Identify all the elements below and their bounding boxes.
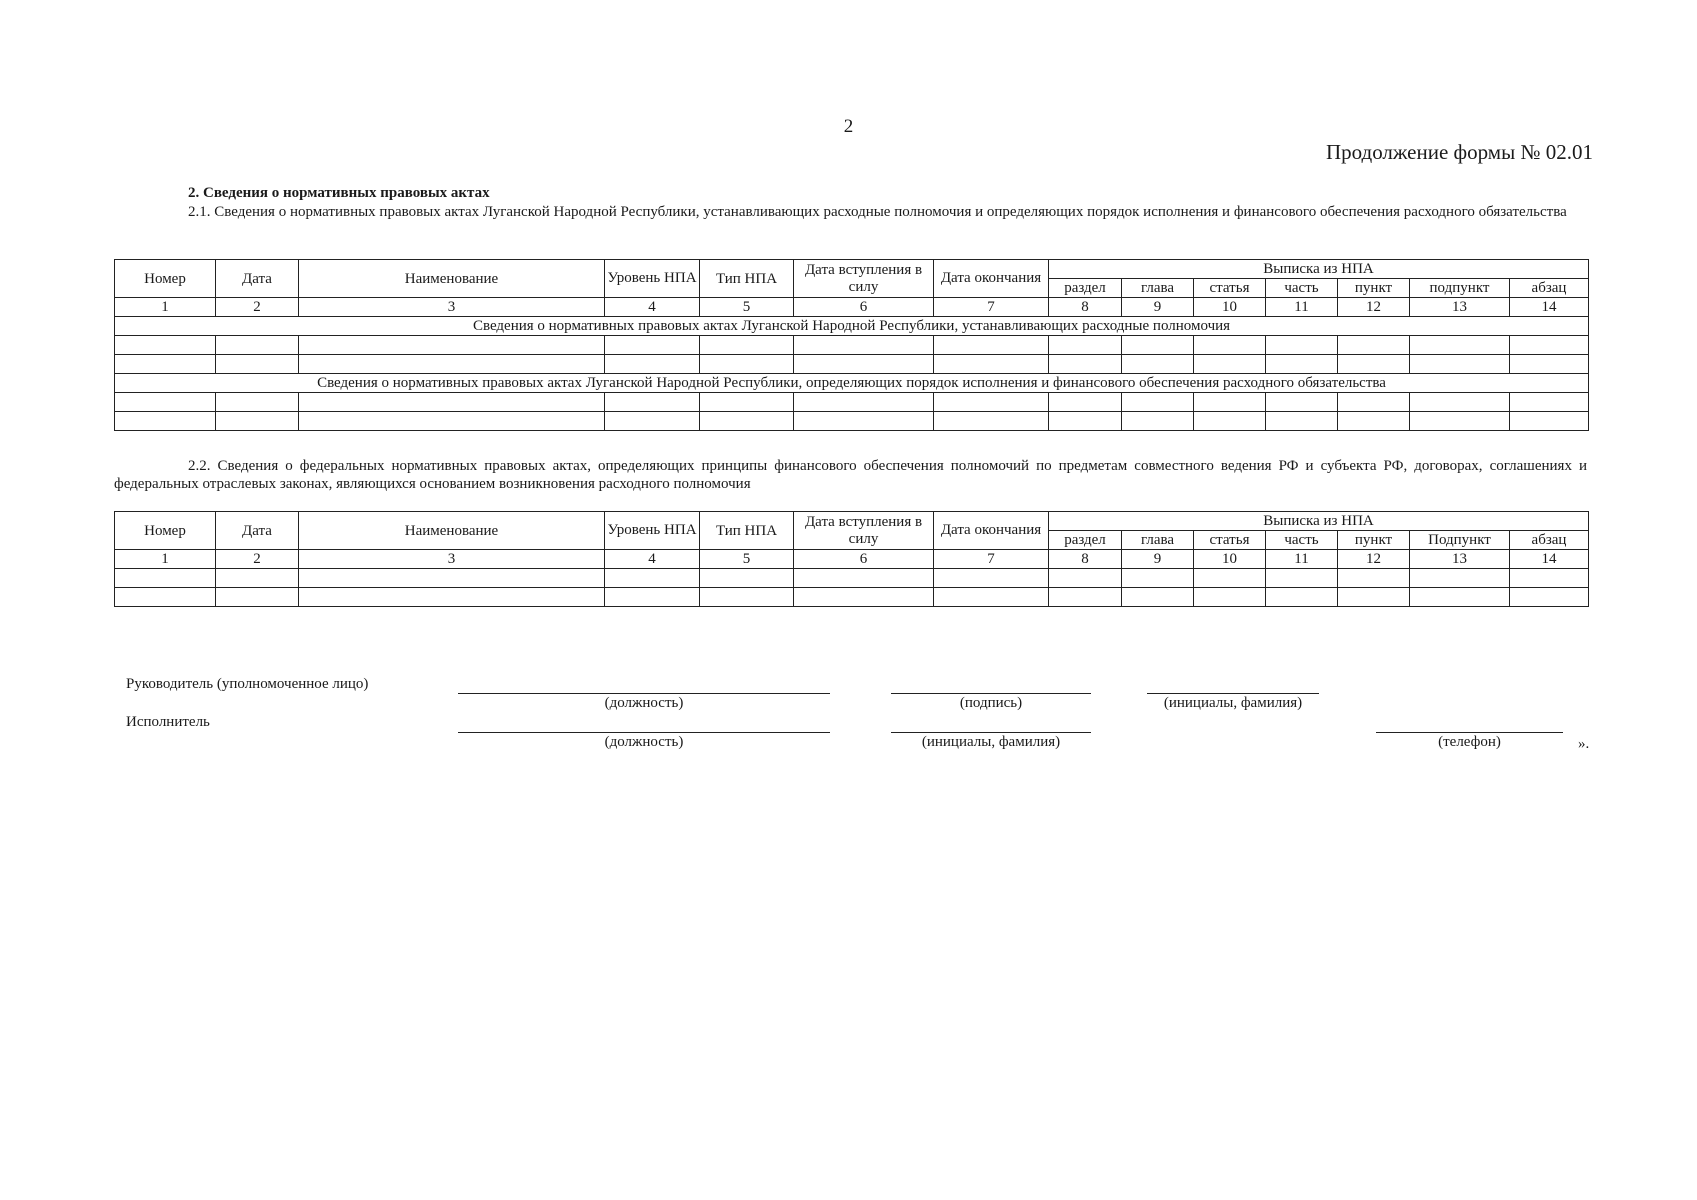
column-number: 12 [1338, 298, 1410, 317]
table-cell[interactable] [1510, 336, 1589, 355]
header-date: Дата [216, 512, 299, 550]
column-number-row [115, 550, 1589, 569]
table-cell[interactable] [115, 393, 216, 412]
table-cell[interactable] [1266, 355, 1338, 374]
table-cell[interactable] [1122, 336, 1194, 355]
table-cell[interactable] [216, 393, 299, 412]
column-number: 11 [1266, 298, 1338, 317]
table-cell[interactable] [1049, 412, 1122, 431]
column-number: 4 [605, 550, 700, 569]
column-number: 13 [1410, 298, 1510, 317]
page-number: 2 [843, 116, 854, 137]
table-cell[interactable] [700, 412, 794, 431]
subheader-cell: глава [1122, 279, 1194, 298]
table-cell[interactable] [1338, 336, 1410, 355]
table-cell[interactable] [794, 569, 934, 588]
header-name: Наименование [299, 260, 605, 298]
table-cell[interactable] [299, 569, 605, 588]
executor-position-caption: (должность) [604, 734, 684, 750]
table-cell[interactable] [1410, 393, 1510, 412]
column-number: 1 [115, 298, 216, 317]
head-initials-caption: (инициалы, фамилия) [1163, 695, 1303, 711]
header-number: Номер [115, 512, 216, 550]
column-number: 14 [1510, 550, 1589, 569]
table-cell[interactable] [1122, 393, 1194, 412]
header-end-date: Дата окончания [934, 260, 1049, 298]
table-cell[interactable] [605, 569, 700, 588]
subheader-cell: раздел [1049, 279, 1122, 298]
table-cell[interactable] [216, 336, 299, 355]
column-number: 7 [934, 298, 1049, 317]
header-effective-date: Дата вступления в силу [794, 260, 934, 298]
table-row [115, 569, 1589, 588]
column-number: 5 [700, 550, 794, 569]
table-cell[interactable] [299, 393, 605, 412]
table-cell[interactable] [605, 588, 700, 607]
table-cell[interactable] [605, 412, 700, 431]
table-cell[interactable] [1122, 588, 1194, 607]
subheader-cell: часть [1266, 279, 1338, 298]
executor-position-line[interactable] [458, 732, 830, 733]
table-cell[interactable] [934, 393, 1049, 412]
section-2-1-text: 2.1. Сведения о нормативных правовых актах Луганской Народной Республики, устанавливающих расходные полномочия и определяющих порядок исполнения и финансового обеспечения расходного обязательства [188, 204, 1567, 220]
table-cell[interactable] [934, 412, 1049, 431]
table-federal-acts [114, 511, 1589, 607]
table-cell[interactable] [1194, 588, 1266, 607]
column-number: 8 [1049, 550, 1122, 569]
table-cell[interactable] [934, 569, 1049, 588]
table-cell[interactable] [1266, 336, 1338, 355]
subheader-cell: пункт [1338, 279, 1410, 298]
head-position-caption: (должность) [604, 695, 684, 711]
column-number: 2 [216, 550, 299, 569]
header-name: Наименование [299, 512, 605, 550]
table-cell[interactable] [216, 412, 299, 431]
table-cell[interactable] [1266, 588, 1338, 607]
table-cell[interactable] [1049, 336, 1122, 355]
table-cell[interactable] [700, 588, 794, 607]
header-level: Уровень НПА [605, 512, 700, 550]
column-number: 10 [1194, 298, 1266, 317]
section-2-2-text: 2.2. Сведения о федеральных нормативных правовых актах, определяющих принципы финансового обеспечения полномочий по предметам совместного ведения РФ и субъекта РФ, договорах, соглашениях и федеральных отраслевых законах, являющихся основанием возникновения расходного полномочия [114, 458, 1587, 492]
table-header-row [115, 512, 1589, 531]
header-effective-date: Дата вступления в силу [794, 512, 934, 550]
group-title-row [115, 374, 1589, 393]
subheader-cell: часть [1266, 531, 1338, 550]
table-cell[interactable] [1510, 412, 1589, 431]
table-cell[interactable] [1194, 569, 1266, 588]
header-type: Тип НПА [700, 512, 794, 550]
table-cell[interactable] [115, 588, 216, 607]
table-cell[interactable] [605, 336, 700, 355]
subheader-cell: абзац [1510, 531, 1589, 550]
closing-quote-mark: ». [1578, 736, 1590, 752]
table-cell[interactable] [700, 355, 794, 374]
table-cell[interactable] [700, 569, 794, 588]
table-cell[interactable] [794, 588, 934, 607]
table-cell[interactable] [299, 412, 605, 431]
table-cell[interactable] [1049, 588, 1122, 607]
column-number: 9 [1122, 298, 1194, 317]
table-row [115, 412, 1589, 431]
table-cell[interactable] [1410, 588, 1510, 607]
table-cell[interactable] [1194, 336, 1266, 355]
column-number: 6 [794, 550, 934, 569]
table-cell[interactable] [1338, 393, 1410, 412]
table-cell[interactable] [1266, 569, 1338, 588]
table-cell[interactable] [794, 412, 934, 431]
subheader-cell: абзац [1510, 279, 1589, 298]
table-cell[interactable] [934, 336, 1049, 355]
table-cell[interactable] [700, 336, 794, 355]
subheader-cell: статья [1194, 279, 1266, 298]
table-cell[interactable] [1049, 393, 1122, 412]
table-cell[interactable] [934, 588, 1049, 607]
column-number: 10 [1194, 550, 1266, 569]
table-cell[interactable] [299, 588, 605, 607]
table-cell[interactable] [115, 412, 216, 431]
table-cell[interactable] [115, 336, 216, 355]
table-cell[interactable] [1266, 393, 1338, 412]
table-cell[interactable] [115, 355, 216, 374]
column-number: 9 [1122, 550, 1194, 569]
head-signature-caption: (подпись) [959, 695, 1023, 711]
table-cell[interactable] [1410, 355, 1510, 374]
head-initials-line[interactable] [1147, 693, 1319, 694]
column-number: 13 [1410, 550, 1510, 569]
table-cell[interactable] [1510, 355, 1589, 374]
table-cell[interactable] [1194, 412, 1266, 431]
header-end-date: Дата окончания [934, 512, 1049, 550]
column-number: 3 [299, 298, 605, 317]
column-number: 5 [700, 298, 794, 317]
head-position-line[interactable] [458, 693, 830, 694]
table-cell[interactable] [1510, 588, 1589, 607]
column-number: 7 [934, 550, 1049, 569]
column-number: 2 [216, 298, 299, 317]
group-title-establishing: Сведения о нормативных правовых актах Луганской Народной Республики, устанавливающих расходные полномочия [115, 317, 1589, 336]
table-cell[interactable] [299, 336, 605, 355]
group-title-row [115, 317, 1589, 336]
table-row [115, 355, 1589, 374]
table-cell[interactable] [1049, 569, 1122, 588]
table-cell[interactable] [1122, 569, 1194, 588]
table-cell[interactable] [1510, 569, 1589, 588]
executor-phone-line[interactable] [1376, 732, 1563, 733]
header-date: Дата [216, 260, 299, 298]
table-cell[interactable] [1049, 355, 1122, 374]
table-cell[interactable] [1410, 569, 1510, 588]
subheader-cell: Подпункт [1410, 531, 1510, 550]
executor-initials-caption: (инициалы, фамилия) [921, 734, 1061, 750]
column-number: 12 [1338, 550, 1410, 569]
table-cell[interactable] [1122, 355, 1194, 374]
column-number: 14 [1510, 298, 1589, 317]
executor-label: Исполнитель [126, 714, 210, 730]
table-cell[interactable] [1194, 393, 1266, 412]
head-signature-line[interactable] [891, 693, 1091, 694]
table-cell[interactable] [1510, 393, 1589, 412]
table-cell[interactable] [794, 393, 934, 412]
table-cell[interactable] [605, 355, 700, 374]
subheader-cell: подпункт [1410, 279, 1510, 298]
header-extract: Выписка из НПА [1049, 260, 1589, 279]
table-cell[interactable] [1266, 412, 1338, 431]
table-row [115, 393, 1589, 412]
column-number-row [115, 298, 1589, 317]
table-cell[interactable] [1338, 412, 1410, 431]
group-title-execution: Сведения о нормативных правовых актах Луганской Народной Республики, определяющих порядок исполнения и финансового обеспечения расходного обязательства [115, 374, 1589, 393]
table-cell[interactable] [794, 336, 934, 355]
subheader-cell: пункт [1338, 531, 1410, 550]
table-cell[interactable] [700, 393, 794, 412]
table-cell[interactable] [1338, 588, 1410, 607]
table-cell[interactable] [934, 355, 1049, 374]
table-row [115, 336, 1589, 355]
header-extract: Выписка из НПА [1049, 512, 1589, 531]
subheader-cell: глава [1122, 531, 1194, 550]
table-cell[interactable] [216, 355, 299, 374]
column-number: 11 [1266, 550, 1338, 569]
column-number: 1 [115, 550, 216, 569]
column-number: 4 [605, 298, 700, 317]
table-cell[interactable] [216, 588, 299, 607]
executor-phone-caption: (телефон) [1438, 734, 1501, 750]
head-label: Руководитель (уполномоченное лицо) [126, 676, 369, 692]
header-number: Номер [115, 260, 216, 298]
header-level: Уровень НПА [605, 260, 700, 298]
column-number: 6 [794, 298, 934, 317]
table-regional-acts [114, 259, 1589, 431]
form-title: Продолжение формы № 02.01 [1325, 140, 1593, 164]
table-cell[interactable] [216, 569, 299, 588]
table-cell[interactable] [299, 355, 605, 374]
subheader-cell: статья [1194, 531, 1266, 550]
table-cell[interactable] [794, 355, 934, 374]
table-cell[interactable] [1410, 336, 1510, 355]
table-cell[interactable] [605, 393, 700, 412]
table-header-row [115, 260, 1589, 279]
subheader-cell: раздел [1049, 531, 1122, 550]
table-cell[interactable] [1338, 569, 1410, 588]
section-heading: 2. Сведения о нормативных правовых актах [188, 185, 490, 201]
table-cell[interactable] [1194, 355, 1266, 374]
table-cell[interactable] [1122, 412, 1194, 431]
table-cell[interactable] [1338, 355, 1410, 374]
table-cell[interactable] [115, 569, 216, 588]
header-type: Тип НПА [700, 260, 794, 298]
table-cell[interactable] [1410, 412, 1510, 431]
column-number: 8 [1049, 298, 1122, 317]
table-row [115, 588, 1589, 607]
column-number: 3 [299, 550, 605, 569]
executor-initials-line[interactable] [891, 732, 1091, 733]
